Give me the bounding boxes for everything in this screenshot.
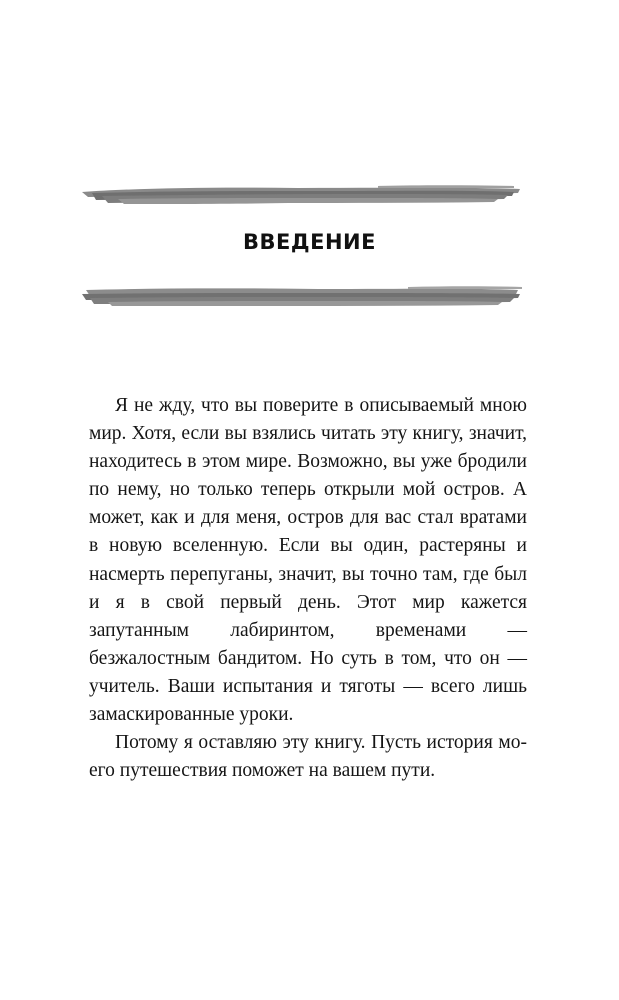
chapter-title: ВВЕДЕНИЕ <box>243 230 376 254</box>
paragraph-2: Потому я оставляю эту книгу. Пусть история моего путешествия поможет на вашем пути. <box>89 732 527 782</box>
brush-stroke-top <box>78 182 524 206</box>
body-text <box>89 392 527 785</box>
paragraph-1: Я не жду, что вы поверите в описываемый мною мир. Хотя, если вы взялись читать эту книгу, значит, находитесь в этом мире. Возможно, вы уже бродили по нему, но только теперь открыли мой остров. А может, как и для меня, остров для вас стал вратами в новую вселенную. Если вы один, растеряны и насмерть перепуганы, значит, вы точно там, где был и я в свой первый день. Этот мир кажется запутанным лабиринтом, временами — безжалостным бандитом. Но суть в том, что он — учитель. Ваши испытания и тяготы — всего лишь замаскированные уроки. <box>89 395 527 726</box>
brush-stroke-bottom <box>78 284 524 308</box>
